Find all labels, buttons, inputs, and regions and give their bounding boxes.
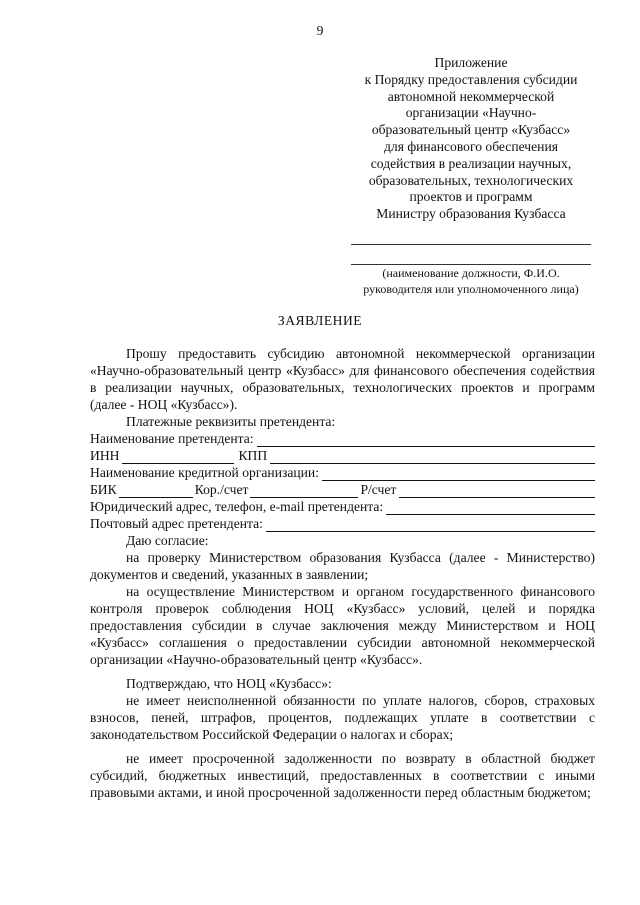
kpp-field[interactable] bbox=[270, 451, 595, 464]
kor-account-label: Кор./счет bbox=[194, 482, 249, 497]
legal-address-field[interactable] bbox=[386, 502, 595, 515]
document-title: ЗАЯВЛЕНИЕ bbox=[277, 313, 363, 328]
inn-kpp-row bbox=[90, 447, 595, 464]
postal-address-label: Почтовый адрес претендента: bbox=[90, 516, 263, 531]
applicant-name-field[interactable] bbox=[257, 434, 595, 447]
appendix-line: проектов и программ bbox=[409, 189, 533, 205]
inn-field[interactable] bbox=[122, 451, 234, 464]
consent-item: на осуществление Министерством и органом государственного финансового контроля проверок соблюдения НОЦ «Кузбасс» условий, целей и порядка предоставления субсидии в случае заключения между Министерством и НОЦ «Кузбасс» соглашения о предоставлении субсидии автономной некоммерческой организации «Научно-образовательный центр «Кузбасс». bbox=[90, 584, 595, 667]
consent-item: на проверку Министерством образования Кузбасса (далее - Министерство) документов и сведений, указанных в заявлении; bbox=[90, 550, 595, 582]
inn-label: ИНН bbox=[90, 448, 120, 463]
appendix-line: Приложение bbox=[434, 55, 508, 70]
paragraph-gap bbox=[90, 668, 595, 675]
confirm-item: не имеет просроченной задолженности по возврату в областной бюджет субсидий, бюджетных инвестиций, предоставленных в соответствии с иными правовыми актами, и иной просроченной задолженности перед областным бюджетом; bbox=[90, 751, 595, 800]
legal-address-row bbox=[90, 498, 595, 515]
bank-name-field[interactable] bbox=[322, 468, 595, 481]
appendix-line: к Порядку предоставления субсидии bbox=[364, 71, 578, 87]
account-label: Р/счет bbox=[360, 482, 397, 497]
postal-address-field[interactable] bbox=[266, 519, 595, 532]
confirm-heading: Подтверждаю, что НОЦ «Кузбасс»: bbox=[126, 676, 332, 691]
appendix-line: содействия в реализации научных, bbox=[370, 155, 572, 171]
appendix-line: образовательных, технологических bbox=[368, 172, 574, 188]
legal-address-label: Юридический адрес, телефон, e-mail претендента: bbox=[90, 499, 384, 514]
addressee-caption-line: (наименование должности, Ф.И.О. bbox=[382, 266, 560, 280]
addressee-caption bbox=[340, 265, 602, 297]
applicant-name-label: Наименование претендента: bbox=[90, 431, 254, 446]
bik-label: БИК bbox=[90, 482, 117, 497]
bank-name-row bbox=[90, 464, 595, 481]
appendix-line: автономной некоммерческой bbox=[387, 88, 555, 104]
applicant-name-row bbox=[90, 430, 595, 447]
addressee-blank-line-1[interactable] bbox=[351, 244, 591, 245]
bank-accounts-row bbox=[90, 481, 595, 498]
bank-name-label: Наименование кредитной организации: bbox=[90, 465, 319, 480]
document-body bbox=[90, 345, 595, 801]
appendix-line: образовательный центр «Кузбасс» bbox=[371, 122, 571, 138]
intro-paragraph: Прошу предоставить субсидию автономной некоммерческой организации «Научно-образовательный центр «Кузбасс» для финансового обеспечения содействия в реализации научных, образовательных, технологических проектов и программ (далее - НОЦ «Кузбасс»). bbox=[90, 346, 595, 412]
confirm-item: не имеет неисполненной обязанности по уплате налогов, сборов, страховых взносов, пеней, штрафов, процентов, подлежащих уплате в соответствии с законодательством Российской Федерации о налогах и сборах; bbox=[90, 693, 595, 742]
postal-address-row bbox=[90, 515, 595, 532]
paragraph-gap bbox=[90, 743, 595, 750]
consent-heading: Даю согласие: bbox=[126, 533, 209, 548]
addressee-caption-line: руководителя или уполномоченного лица) bbox=[363, 282, 579, 296]
appendix-block bbox=[345, 55, 597, 223]
kor-account-field[interactable] bbox=[250, 485, 358, 498]
appendix-line: организации «Научно- bbox=[405, 105, 537, 121]
requisites-heading: Платежные реквизиты претендента: bbox=[126, 414, 336, 429]
account-field[interactable] bbox=[399, 485, 595, 498]
kpp-label: КПП bbox=[238, 448, 268, 463]
appendix-line: для финансового обеспечения bbox=[384, 138, 558, 154]
appendix-line: Министру образования Кузбасса bbox=[376, 206, 566, 222]
bik-field[interactable] bbox=[119, 485, 193, 498]
page-number: 9 bbox=[316, 23, 324, 38]
